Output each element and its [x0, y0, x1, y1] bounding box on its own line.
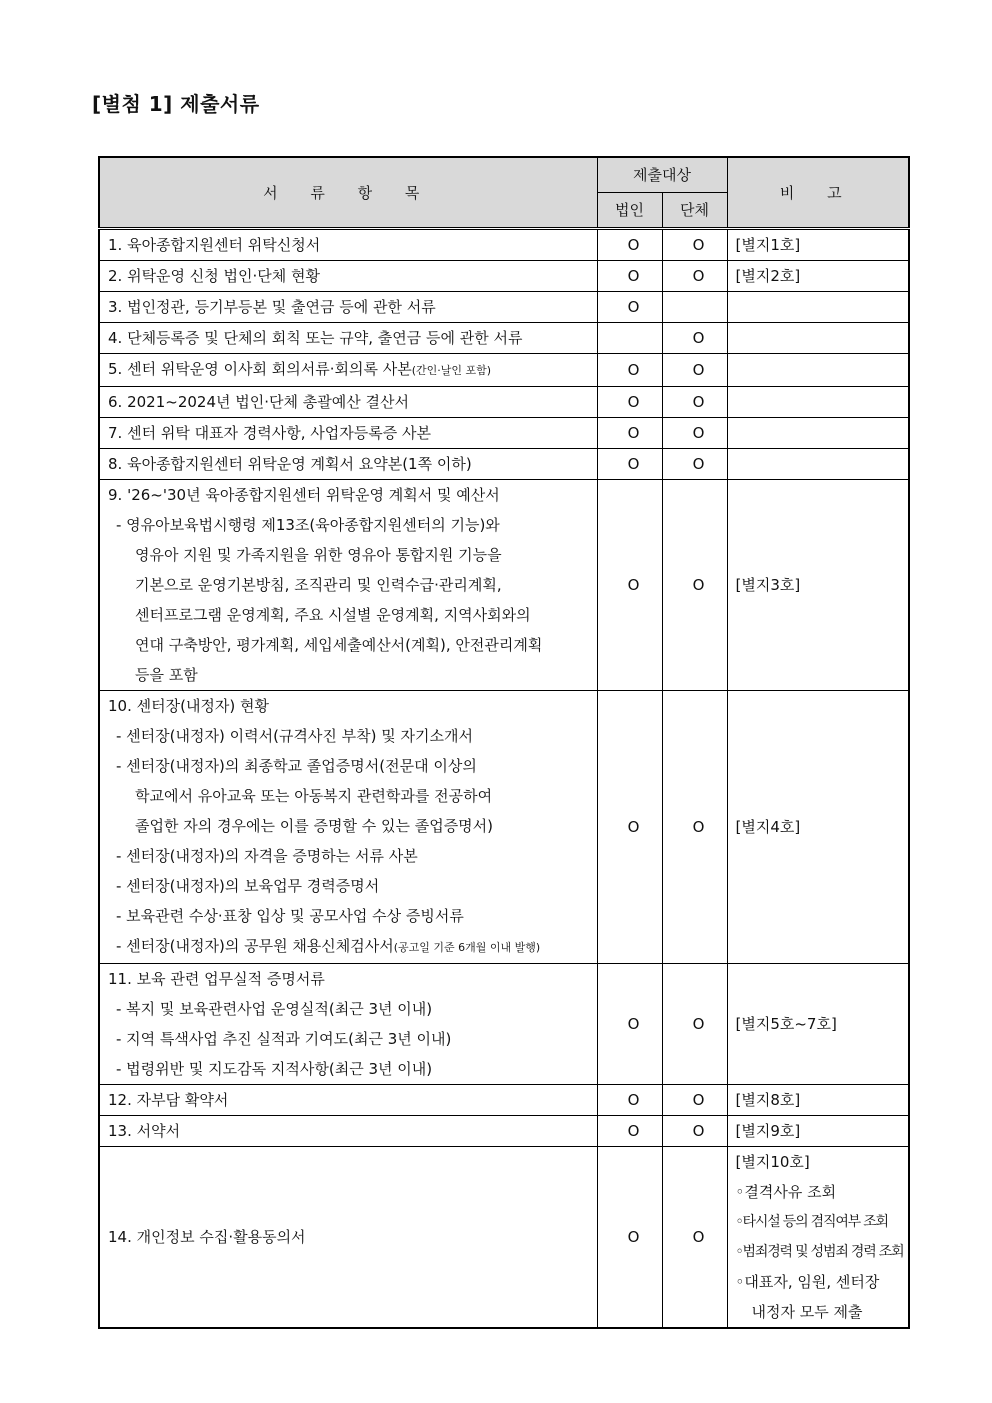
group-mark: O [662, 1085, 727, 1116]
header-group: 단체 [662, 193, 727, 229]
item-sub: - 센터장(내정자)의 공무원 채용신체검사서 [116, 937, 394, 955]
corp-mark: O [597, 354, 662, 387]
item-continuation: 기본으로 운영기본방침, 조직관리 및 인력수급·관리계획, [135, 576, 502, 594]
documents-table [98, 156, 910, 1329]
item-text: 12. 자부담 확약서 [99, 1085, 597, 1116]
remark [727, 418, 909, 449]
corp-mark: O [597, 1116, 662, 1147]
corp-mark: O [597, 387, 662, 418]
corp-mark: O [597, 418, 662, 449]
corp-mark: O [597, 229, 662, 261]
item-continuation: 졸업한 자의 경우에는 이를 증명할 수 있는 졸업증명서) [135, 817, 494, 835]
item-text: 11. 보육 관련 업무실적 증명서류 [108, 970, 325, 988]
item-text: 13. 서약서 [99, 1116, 597, 1147]
corp-mark: O [597, 480, 662, 691]
item-cell [99, 480, 597, 691]
item-text: 6. 2021~2024년 법인·단체 총괄예산 결산서 [99, 387, 597, 418]
remark-bullet-continuation: 내정자 모두 제출 [751, 1303, 863, 1321]
table-row [99, 229, 909, 261]
group-mark: O [662, 691, 727, 964]
item-text: 4. 단체등록증 및 단체의 회칙 또는 규약, 출연금 등에 관한 서류 [99, 323, 597, 354]
remark: [별지10호] [735, 1153, 810, 1171]
table-row [99, 418, 909, 449]
group-mark: O [662, 1147, 727, 1329]
header-remarks: 비 고 [727, 157, 909, 229]
remark: [별지8호] [727, 1085, 909, 1116]
table-row [99, 1147, 909, 1329]
group-mark: O [662, 480, 727, 691]
corp-mark: O [597, 1147, 662, 1329]
corp-mark: O [597, 292, 662, 323]
table-row [99, 691, 909, 964]
remark: [별지4호] [727, 691, 909, 964]
corp-mark: O [597, 691, 662, 964]
item-text: 1. 육아종합지원센터 위탁신청서 [99, 229, 597, 261]
remark [727, 292, 909, 323]
item-continuation: 등을 포함 [135, 666, 198, 684]
remark [727, 354, 909, 387]
remark: [별지5호~7호] [727, 964, 909, 1085]
item-continuation: 연대 구축방안, 평가계획, 세입세출예산서(계획), 안전관리계획 [135, 636, 543, 654]
table-row [99, 1116, 909, 1147]
group-mark: O [662, 354, 727, 387]
remark: [별지9호] [727, 1116, 909, 1147]
remark: [별지3호] [727, 480, 909, 691]
item-cell [99, 691, 597, 964]
item-sub: - 법령위반 및 지도감독 지적사항(최근 3년 이내) [116, 1060, 433, 1078]
corp-mark: O [597, 1085, 662, 1116]
group-mark: O [662, 229, 727, 261]
table-row [99, 354, 909, 387]
page-title: [별첨 1] 제출서류 [92, 92, 260, 116]
item-text: 7. 센터 위탁 대표자 경력사항, 사업자등록증 사본 [99, 418, 597, 449]
item-sub: - 보육관련 수상·표창 입상 및 공모사업 수상 증빙서류 [116, 907, 464, 925]
table-row [99, 323, 909, 354]
remark-cell [727, 1147, 909, 1329]
item-continuation: 센터프로그램 운영계획, 주요 시설별 운영계획, 지역사회와의 [135, 606, 531, 624]
item-sub: - 센터장(내정자)의 최종학교 졸업증명서(전문대 이상의 [116, 757, 477, 775]
remark [727, 323, 909, 354]
item-continuation: 학교에서 유아교육 또는 아동복지 관련학과를 전공하여 [135, 787, 493, 805]
corp-mark: O [597, 261, 662, 292]
table-row [99, 1085, 909, 1116]
item-cell [99, 354, 597, 387]
item-text: 14. 개인정보 수집·활용동의서 [99, 1147, 597, 1329]
group-mark: O [662, 323, 727, 354]
table-row [99, 292, 909, 323]
group-mark: O [662, 449, 727, 480]
item-note-small: (공고일 기준 6개월 이내 발행) [393, 941, 541, 954]
remark-bullet: ◦범죄경력 및 성범죄 경력 조회 [735, 1244, 904, 1260]
item-text: 5. 센터 위탁운영 이사회 회의서류·회의록 사본 [108, 360, 412, 378]
table-row [99, 964, 909, 1085]
item-continuation: 영유아 지원 및 가족지원을 위한 영유아 통합지원 기능을 [135, 546, 502, 564]
item-text: 2. 위탁운영 신청 법인·단체 현황 [99, 261, 597, 292]
group-mark: O [662, 418, 727, 449]
item-note-small: (간인·날인 포함) [411, 364, 492, 377]
table-row [99, 480, 909, 691]
corp-mark: O [597, 964, 662, 1085]
corp-mark: O [597, 449, 662, 480]
item-sub: - 센터장(내정자) 이력서(규격사진 부착) 및 자기소개서 [116, 727, 473, 745]
item-sub: - 지역 특색사업 추진 실적과 기여도(최근 3년 이내) [116, 1030, 452, 1048]
remark [727, 387, 909, 418]
remark-bullet: ◦타시설 등의 겸직여부 조회 [735, 1214, 888, 1230]
header-item: 서 류 항 목 [99, 157, 597, 229]
corp-mark [597, 323, 662, 354]
table-row [99, 449, 909, 480]
group-mark: O [662, 387, 727, 418]
item-text: 3. 법인정관, 등기부등본 및 출연금 등에 관한 서류 [99, 292, 597, 323]
item-cell [99, 964, 597, 1085]
group-mark: O [662, 261, 727, 292]
remark: [별지1호] [727, 229, 909, 261]
group-mark [662, 292, 727, 323]
item-sub: - 센터장(내정자)의 자격을 증명하는 서류 사본 [116, 847, 418, 865]
item-text: 9. '26~'30년 육아종합지원센터 위탁운영 계획서 및 예산서 [108, 486, 500, 504]
item-text: 8. 육아종합지원센터 위탁운영 계획서 요약본(1쪽 이하) [99, 449, 597, 480]
header-submit-target: 제출대상 [597, 157, 727, 193]
remark-bullet: ◦대표자, 임원, 센터장 [735, 1273, 880, 1291]
remark-bullet: ◦결격사유 조회 [735, 1183, 837, 1201]
item-sub: - 복지 및 보육관련사업 운영실적(최근 3년 이내) [116, 1000, 433, 1018]
item-sub: - 영유아보육법시행령 제13조(육아종합지원센터의 기능)와 [116, 516, 500, 534]
remark: [별지2호] [727, 261, 909, 292]
table-row [99, 261, 909, 292]
remark [727, 449, 909, 480]
item-sub: - 센터장(내정자)의 보육업무 경력증명서 [116, 877, 380, 895]
item-sub-wrap [108, 931, 597, 963]
group-mark: O [662, 964, 727, 1085]
item-text: 10. 센터장(내정자) 현황 [108, 697, 270, 715]
header-corporation: 법인 [597, 193, 662, 229]
table-row [99, 387, 909, 418]
group-mark: O [662, 1116, 727, 1147]
